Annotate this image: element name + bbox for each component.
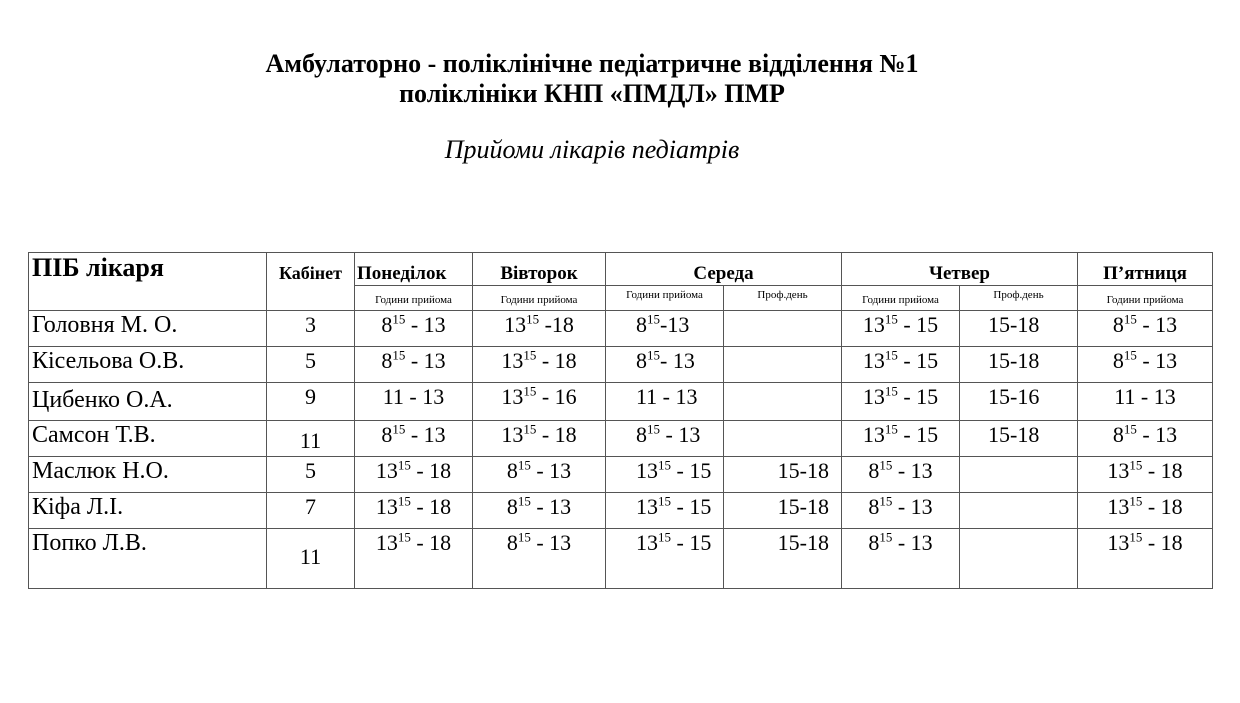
- time-minutes: 15: [397, 493, 411, 509]
- time-main: 8: [868, 530, 880, 555]
- fri-hours: [1078, 347, 1213, 383]
- table-row: [29, 457, 1213, 493]
- time-main: 13: [862, 384, 885, 409]
- time-main: 8: [381, 422, 393, 447]
- time-minutes: 15: [658, 457, 671, 473]
- doctor-name: Попко Л.В.: [29, 529, 267, 589]
- thu-hours: [842, 347, 960, 383]
- time-end: - 13: [892, 494, 933, 519]
- fri-hours: [1078, 529, 1213, 589]
- wed-hours: [606, 383, 724, 421]
- time-main: 8: [506, 494, 518, 519]
- subheader-tue-hours: Години прийома: [473, 286, 606, 311]
- time-minutes: 15: [884, 383, 898, 399]
- tue-hours: [473, 493, 606, 529]
- time-end: - 15: [671, 494, 712, 519]
- time-end: - 18: [410, 458, 452, 483]
- fri-hours: [1078, 383, 1213, 421]
- thu-prof: 15-18: [960, 311, 1078, 347]
- time-minutes: 15: [884, 311, 898, 327]
- time-minutes: 15: [647, 311, 660, 327]
- doctor-name: Кіфа Л.І.: [29, 493, 267, 529]
- time-main: 8: [1112, 422, 1124, 447]
- time-main: 13: [862, 422, 885, 447]
- wed-hours: [606, 493, 724, 529]
- time-main: 13: [636, 494, 658, 519]
- thu-hours: [842, 457, 960, 493]
- time-main: 8: [868, 494, 880, 519]
- header-monday: Понеділок: [355, 253, 473, 286]
- mon-hours: [355, 421, 473, 457]
- time-end: - 15: [897, 422, 939, 447]
- subheader-thu-prof: Проф.день: [960, 286, 1078, 311]
- subheader-thu-hours: Години прийома: [842, 286, 960, 311]
- time-main: 13: [504, 312, 527, 337]
- time-main: 13: [636, 530, 658, 555]
- time-end: - 13: [1136, 422, 1178, 447]
- subheader-wed-prof: Проф.день: [724, 286, 842, 311]
- time-end: - 18: [536, 422, 577, 447]
- table-row: [29, 383, 1213, 421]
- tue-hours: [473, 383, 606, 421]
- subheader-fri-hours: Години прийома: [1078, 286, 1213, 311]
- time-minutes: 15: [879, 493, 893, 509]
- time-main: 13: [636, 458, 658, 483]
- mon-hours: [355, 347, 473, 383]
- time-main: 13: [375, 530, 398, 555]
- time-minutes: 15: [1123, 347, 1137, 363]
- time-end: - 13: [530, 494, 572, 519]
- subheader-wed-hours: Години прийома: [606, 286, 724, 311]
- tue-hours: [473, 529, 606, 589]
- header-thursday: Четвер: [842, 253, 1078, 286]
- time-end: - 15: [897, 384, 939, 409]
- subtitle: Прийоми лікарів педіатрів: [444, 135, 740, 164]
- wed-prof: [724, 347, 842, 383]
- fri-hours: [1078, 493, 1213, 529]
- time-main: 8: [636, 348, 647, 373]
- header-tuesday: Вівторок: [473, 253, 606, 286]
- time-main: 8: [506, 458, 518, 483]
- table-row: [29, 529, 1213, 589]
- wed-hours: [606, 347, 724, 383]
- time-main: 13: [501, 422, 524, 447]
- time-main: 13: [375, 458, 398, 483]
- doctor-name: Маслюк Н.О.: [29, 457, 267, 493]
- time-minutes: 15: [658, 529, 671, 545]
- time-minutes: 15: [517, 457, 531, 473]
- wed-hours: [606, 421, 724, 457]
- cabinet-number: 5: [267, 457, 355, 493]
- mon-hours: [355, 383, 473, 421]
- time-minutes: 15: [647, 347, 660, 363]
- doctor-name: Головня М. О.: [29, 311, 267, 347]
- time-main: 8: [381, 312, 393, 337]
- time-minutes: 15: [1129, 493, 1143, 509]
- time-minutes: 15: [647, 421, 660, 437]
- thu-prof: [960, 529, 1078, 589]
- cabinet-number: 11: [267, 529, 355, 589]
- time-end: - 18: [410, 494, 452, 519]
- time-minutes: 15: [1129, 529, 1143, 545]
- time-end: - 13: [1136, 348, 1178, 373]
- cabinet-number: 3: [267, 311, 355, 347]
- time-end: -18: [539, 312, 574, 337]
- time-main: 11 - 13: [636, 384, 698, 409]
- wed-prof: 15-18: [724, 457, 842, 493]
- time-minutes: 15: [392, 421, 406, 437]
- time-main: 13: [862, 348, 885, 373]
- time-end: -13: [660, 312, 690, 337]
- thu-prof: 15-18: [960, 421, 1078, 457]
- wed-hours: [606, 529, 724, 589]
- doctor-name: Самсон Т.В.: [29, 421, 267, 457]
- cabinet-number: 7: [267, 493, 355, 529]
- header-wednesday: Середа: [606, 253, 842, 286]
- time-main: 13: [375, 494, 398, 519]
- table-row: [29, 493, 1213, 529]
- tue-hours: [473, 311, 606, 347]
- time-main: 11 - 13: [1114, 384, 1176, 409]
- wed-prof: [724, 383, 842, 421]
- cabinet-number: 11: [267, 421, 355, 457]
- time-main: 8: [636, 422, 647, 447]
- header-name: ПІБ лікаря: [29, 253, 267, 311]
- thu-hours: [842, 383, 960, 421]
- wed-prof: 15-18: [724, 529, 842, 589]
- time-end: - 13: [660, 422, 701, 447]
- time-minutes: 15: [523, 347, 537, 363]
- time-minutes: 15: [397, 457, 411, 473]
- table-row: [29, 347, 1213, 383]
- thu-prof: [960, 493, 1078, 529]
- time-end: - 13: [892, 530, 933, 555]
- time-minutes: 15: [879, 457, 893, 473]
- time-end: - 13: [1136, 312, 1178, 337]
- time-minutes: 15: [1129, 457, 1143, 473]
- mon-hours: [355, 493, 473, 529]
- thu-hours: [842, 421, 960, 457]
- time-main: 13: [501, 384, 524, 409]
- time-minutes: 15: [523, 383, 537, 399]
- doctor-name: Цибенко О.А.: [29, 383, 267, 421]
- time-main: 8: [381, 348, 393, 373]
- time-main: 13: [862, 312, 885, 337]
- schedule-table: [28, 252, 1213, 589]
- time-end: - 13: [405, 348, 446, 373]
- time-end: - 13: [530, 458, 572, 483]
- fri-hours: [1078, 421, 1213, 457]
- header-row: [29, 253, 1213, 286]
- time-minutes: 15: [658, 493, 671, 509]
- thu-prof: [960, 457, 1078, 493]
- doctor-name: Кісельова О.В.: [29, 347, 267, 383]
- subheader-mon-hours: Години прийома: [355, 286, 473, 311]
- time-minutes: 15: [1123, 311, 1137, 327]
- mon-hours: [355, 457, 473, 493]
- mon-hours: [355, 529, 473, 589]
- time-minutes: 15: [517, 529, 531, 545]
- time-end: - 18: [1142, 458, 1183, 483]
- time-end: - 13: [405, 312, 446, 337]
- time-minutes: 15: [884, 347, 898, 363]
- time-end: - 13: [530, 530, 572, 555]
- title-line-1: Амбулаторно - поліклінічне педіатричне відділення №1: [265, 49, 919, 78]
- cabinet-number: 5: [267, 347, 355, 383]
- cabinet-number: 9: [267, 383, 355, 421]
- header-cabinet: Кабінет: [267, 253, 355, 311]
- schedule-body: [29, 253, 1213, 589]
- time-minutes: 15: [884, 421, 898, 437]
- time-main: 13: [1107, 458, 1130, 483]
- thu-hours: [842, 529, 960, 589]
- thu-prof: 15-18: [960, 347, 1078, 383]
- time-minutes: 15: [397, 529, 411, 545]
- time-end: - 16: [536, 384, 577, 409]
- wed-prof: [724, 421, 842, 457]
- time-main: 13: [501, 348, 524, 373]
- time-minutes: 15: [879, 529, 893, 545]
- time-end: - 13: [892, 458, 933, 483]
- tue-hours: [473, 457, 606, 493]
- time-minutes: 15: [526, 311, 540, 327]
- thu-hours: [842, 311, 960, 347]
- time-main: 8: [1112, 348, 1124, 373]
- thu-prof: 15-16: [960, 383, 1078, 421]
- time-main: 13: [1107, 494, 1130, 519]
- time-main: 8: [506, 530, 518, 555]
- time-end: - 15: [897, 348, 939, 373]
- time-main: 8: [1112, 312, 1124, 337]
- time-minutes: 15: [392, 311, 406, 327]
- thu-hours: [842, 493, 960, 529]
- time-minutes: 15: [517, 493, 531, 509]
- time-end: - 13: [660, 348, 695, 373]
- time-minutes: 15: [523, 421, 537, 437]
- time-main: 8: [868, 458, 880, 483]
- table-row: [29, 421, 1213, 457]
- time-end: - 18: [1142, 530, 1183, 555]
- time-end: - 15: [897, 312, 939, 337]
- tue-hours: [473, 421, 606, 457]
- tue-hours: [473, 347, 606, 383]
- title-line-2: поліклініки КНП «ПМДЛ» ПМР: [399, 79, 785, 108]
- time-end: - 15: [671, 458, 712, 483]
- fri-hours: [1078, 311, 1213, 347]
- time-end: - 18: [410, 530, 452, 555]
- time-minutes: 15: [1123, 421, 1137, 437]
- time-main: 13: [1107, 530, 1130, 555]
- table-row: [29, 311, 1213, 347]
- wed-hours: [606, 311, 724, 347]
- fri-hours: [1078, 457, 1213, 493]
- time-end: - 18: [1142, 494, 1183, 519]
- time-main: 8: [636, 312, 647, 337]
- wed-prof: [724, 311, 842, 347]
- header-friday: П’ятниця: [1078, 253, 1213, 286]
- wed-hours: [606, 457, 724, 493]
- wed-prof: 15-18: [724, 493, 842, 529]
- time-end: - 18: [536, 348, 577, 373]
- time-end: - 13: [405, 422, 446, 447]
- mon-hours: [355, 311, 473, 347]
- time-main: 11 - 13: [382, 384, 445, 409]
- time-end: - 15: [671, 530, 712, 555]
- time-minutes: 15: [392, 347, 406, 363]
